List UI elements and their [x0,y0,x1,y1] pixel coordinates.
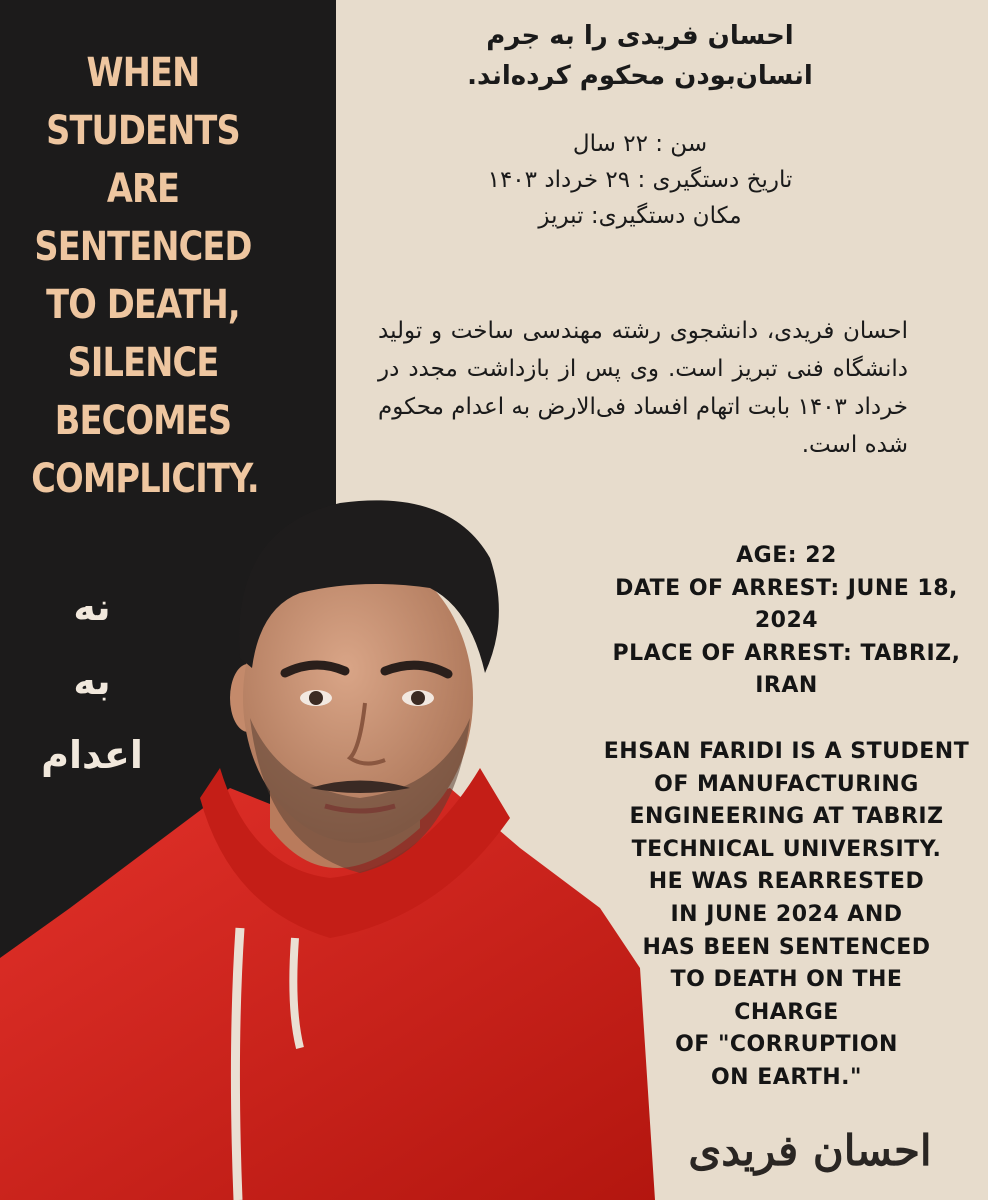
persian-age: سن : ۲۲ سال [572,131,708,157]
english-arrest-country: IRAN [755,673,818,699]
persian-facts [380,126,900,234]
pupil-shape [309,691,323,705]
english-bio-line: IN JUNE 2024 AND [670,901,903,927]
slogan-line: BECOMES [54,398,232,444]
english-arrest-date-year: 2024 [754,608,819,634]
persian-headline-line: احسان فریدی را به جرم [486,21,794,51]
slogan [31,44,259,508]
english-bio-line: CHARGE [734,999,839,1025]
slogan-line: ARE [106,166,180,212]
english-arrest-place: PLACE OF ARREST: TABRIZ, [612,640,961,666]
persian-headline [380,16,900,96]
persian-headline-line: انسان‌بودن محکوم کرده‌اند. [467,61,813,91]
drawstring-shape [235,928,240,1200]
english-bio [585,736,988,1095]
stamp-line: نه [73,585,111,629]
english-age: AGE: 22 [736,543,837,568]
english-bio-line: TECHNICAL UNIVERSITY. [631,836,942,862]
persian-arrest-date: تاریخ دستگیری : ۲۹ خرداد ۱۴۰۳ [487,167,793,193]
slogan-line: SILENCE [67,340,219,386]
stamp-line: به [73,659,111,703]
english-bio-line: ENGINEERING AT TABRIZ [629,804,944,830]
pupil-shape [411,691,425,705]
slogan-line: COMPLICITY. [31,456,259,502]
english-arrest-date: DATE OF ARREST: JUNE 18, [615,575,958,601]
english-bio-line: TO DEATH ON THE [670,967,903,993]
persian-arrest-place: مکان دستگیری: تبریز [538,203,742,229]
stamp-line: اعدام [41,733,143,777]
portrait-photo [0,488,660,1200]
slogan-line: STUDENTS [46,108,240,154]
slogan-line: WHEN [86,50,200,96]
english-bio-line: OF MANUFACTURING [654,771,919,797]
english-bio-line: ON EARTH." [710,1064,863,1090]
english-bio-line: HE WAS REARRESTED [648,869,925,895]
slogan-line: TO DEATH, [46,282,240,328]
english-facts [585,540,988,703]
name-signature: احسان فریدی [688,1126,932,1175]
english-bio-line: HAS BEEN SENTENCED [642,934,931,960]
english-bio-line: OF "CORRUPTION [675,1032,898,1058]
slogan-line: SENTENCED [34,224,252,270]
persian-bio: احسان فریدی، دانشجوی رشته مهندسی ساخت و تولید دانشگاه فنی تبریز است. وی پس از بازداشت مجدد در خرداد ۱۴۰۳ بابت اتهام افساد فی‌الارض به اعدام محکوم شده است. [377,318,908,458]
english-bio-line: EHSAN FARIDI IS A STUDENT [603,739,970,764]
